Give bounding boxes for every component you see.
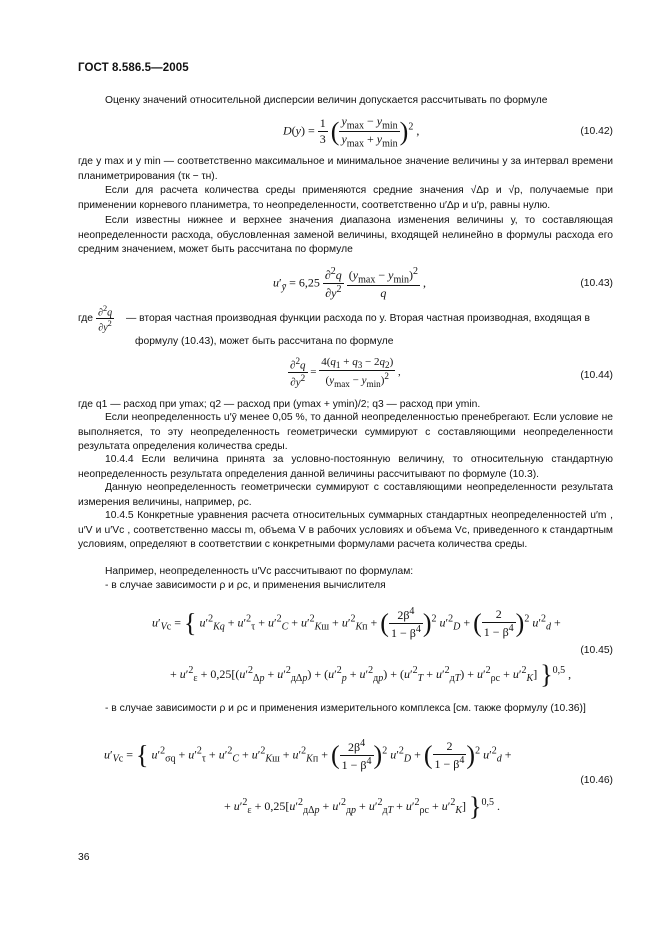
formula: D(y) = $\frac{1}{3}$ ( $\frac{y_{max} - y_{min}}{y_{max} + y_{min}}$ )$^2$ ,: [283, 114, 420, 150]
paragraph: - в случае зависимости ρ и ρс, и применения вычислителя: [105, 580, 386, 591]
equation-10-44: [78, 356, 613, 402]
equation-number: (10.45): [580, 645, 613, 656]
paragraph: Данную неопределенность геометрически суммируют с составляющими неопределенности результата измерения величины, например, ρс.: [78, 482, 613, 508]
formula-10-46-line2: + $u'^2_\varepsilon + 0,25[u'^2_{д\Delta p} + u'^2_{дp} + u'^2_{дT} + u'^2_{\rho c} + u'^2_K]$ }$^{0,5}$ .: [224, 792, 500, 821]
paragraph: Если известны нижнее и верхнее значения диапазона изменения величины у, то составляющая неопределенности расхода, обусловленная заменой величины, входящей нелинейно в формулы расхода его средним значением, может быть рассчитана по формуле: [78, 215, 613, 255]
paragraph: Например, неопределенность u′Vc рассчитывают по формулам:: [105, 566, 414, 577]
text: где: [78, 313, 94, 324]
equation-number: (10.42): [580, 126, 613, 137]
formula: $u'_ȳ = 6,25$ $\frac{\partial^2q}{\partial y^2}$ $\frac{(y_{max} - y_{min})^2}{q}$ ,: [273, 266, 427, 301]
equation-number: (10.43): [580, 278, 613, 289]
paragraph: где y max и y min — соответственно максимальное и минимальное значение величины у за интервал времени планиметрирования (τк − τн).: [78, 156, 613, 182]
paragraph: Оценку значений относительной дисперсии величин допускается рассчитывать по формуле: [105, 95, 548, 106]
formula-10-45-line2: + $u'^2_\varepsilon + 0,25[(u'^2_{\Delta p} + u'^2_{д\Delta p}) + (u'^2_p + u'^2_{дp}) + (u'^2_T + u'^2_{дT}) + u'^2_{\rho c} + u'^2_K]$ }$^{0,5}$ ,: [170, 660, 572, 689]
formula-10-45-line1: $u'_{Vc}$ = { $u'^2_{Kq} + u'^2_\tau + u'^2_C + u'^2_{Kш} + u'^2_{Kп}$ + ( $\frac{2\beta^4}{1 - \beta^4}$ )$^2$ $u'^2_D$ + ( $\frac{2}{1 - \beta^4}$ )$^2$ $u'^2_d$ +: [152, 606, 561, 640]
text: — вторая частная производная функции расхода по y. Вторая частная производная, входящая в: [126, 313, 590, 324]
document-header: ГОСТ 8.586.5—2005: [78, 62, 189, 74]
paragraph: где q1 — расход при ymax; q2 — расход при (ymax + ymin)/2; q3 — расход при ymin.: [78, 399, 481, 410]
equation-10-43: [78, 266, 613, 312]
equation-number: (10.46): [580, 775, 613, 786]
formula: $\frac{\partial^2q}{\partial y^2}$ = $\frac{4(q_1 + q_3 - 2q_2)}{(y_{max} - y_{min})^2}$ ,: [290, 356, 401, 390]
formula-10-46-line1: $u'_{Vc}$ = { $u'^2_{\sigma q} + u'^2_\tau + u'^2_C + u'^2_{Kш} + u'^2_{Kп}$ + ( $\frac{2\beta^4}{1 - \beta^4}$ )$^2$ $u'^2_D$ + ( $\frac{2}{1 - \beta^4}$ )$^2$ $u'^2_d$ +: [104, 738, 512, 772]
second-derivative: $\frac{\partial^2q}{\partial y^2}$: [98, 304, 113, 334]
equation-number: (10.44): [580, 370, 613, 381]
text: формулу (10.43), может быть рассчитана по формуле: [135, 336, 394, 347]
paragraph: 10.4.5 Конкретные уравнения расчета относительных суммарных стандартных неопределенностей u′m , u′V и u′Vc , соответственно массы m, объема V в рабочих условиях и объема Vc, приведенного к стандартным условиям, определяют в соответствии с конкретными формулами расчета количества среды.: [78, 510, 613, 550]
paragraph: - в случае зависимости ρ и ρс и применения измерительного комплекса [см. также формулу (10.36)]: [105, 703, 586, 714]
paragraph: Если для расчета количества среды применяются средние значения √Δp и √p, получаемые при применении корневого планиметра, то неопределенности, соответственно u′Δp и u′p, равны нулю.: [78, 185, 613, 211]
paragraph: Если неопределенность u′ȳ менее 0,05 %, то данной неопределенностью пренебрегают. Если условие не выполняется, то эту неопределенность геометрически суммируют с составляющими неопределенности результата определения количества среды.: [78, 412, 613, 452]
page-number: 36: [78, 852, 90, 863]
equation-10-42: [78, 112, 613, 158]
paragraph: 10.4.4 Если величина принята за условно-постоянную величину, то относительную стандартную неопределенность результата определения данной величины рассчитывают по формуле (10.3).: [78, 454, 613, 480]
